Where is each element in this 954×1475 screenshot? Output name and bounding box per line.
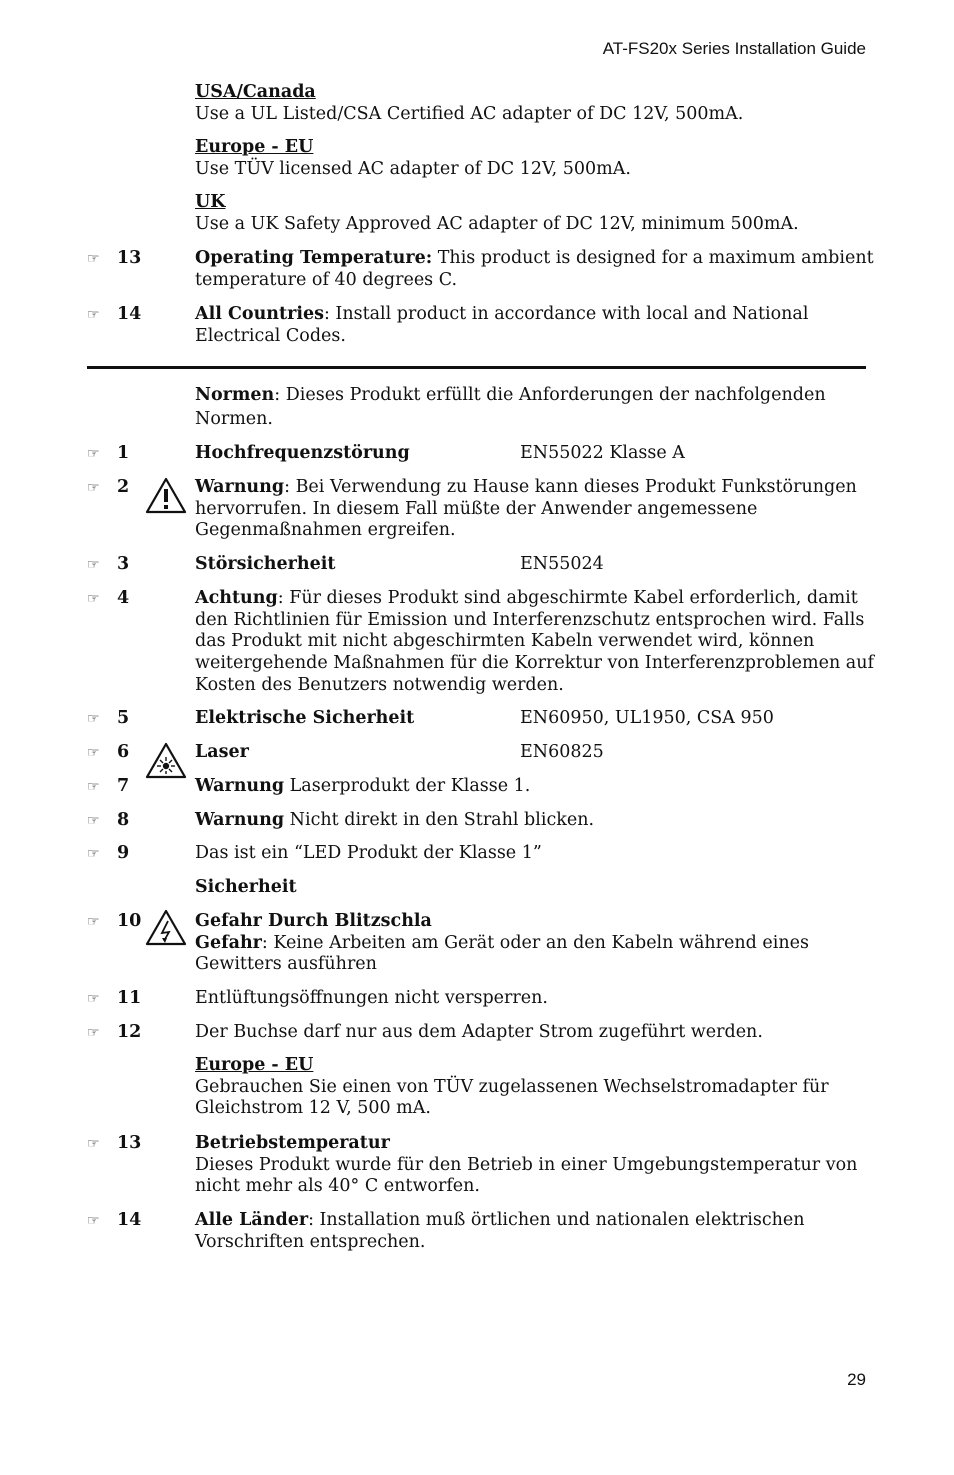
pointing-hand-icon: ☞ bbox=[87, 307, 100, 323]
europe-eu-de-section bbox=[195, 1055, 875, 1120]
europe-eu-section bbox=[195, 137, 875, 180]
item-marker-5: ☞ 5 bbox=[87, 708, 129, 731]
item-marker-13-en: ☞ 13 bbox=[87, 248, 141, 271]
europe-eu-text: Use TÜV licensed AC adapter of DC 12V, 500mA. bbox=[195, 158, 631, 179]
uk-section bbox=[195, 192, 875, 235]
usa-canada-section bbox=[195, 82, 875, 125]
running-header: AT-FS20x Series Installation Guide bbox=[602, 39, 866, 58]
adapter-power-item: Der Buchse darf nur aus dem Adapter Strom zugeführt werden. bbox=[195, 1022, 763, 1042]
usa-canada-text: Use a UL Listed/CSA Certified AC adapter of DC 12V, 500mA. bbox=[195, 103, 744, 124]
sicherheit-heading: Sicherheit bbox=[195, 877, 297, 897]
item-marker-13-de: ☞ 13 bbox=[87, 1133, 141, 1156]
pointing-hand-icon: ☞ bbox=[87, 745, 100, 761]
gefahr-blitzschlag-item: Gefahr Durch Blitzschla Gefahr: Keine Arbeiten am Gerät oder an den Kabeln während eines Gewitters ausführen bbox=[195, 911, 809, 975]
europe-eu-de-heading: Europe - EU bbox=[195, 1055, 314, 1075]
warning-triangle-icon bbox=[144, 476, 188, 516]
item-marker-9: ☞ 9 bbox=[87, 843, 129, 866]
pointing-hand-icon: ☞ bbox=[87, 557, 100, 573]
stoersicherheit-item: Störsicherheit EN55024 bbox=[195, 554, 604, 574]
item-marker-2: ☞ 2 bbox=[87, 477, 129, 500]
pointing-hand-icon: ☞ bbox=[87, 991, 100, 1007]
pointing-hand-icon: ☞ bbox=[87, 1025, 100, 1041]
all-countries-item: All Countries: Install product in accordance with local and National Electrical Codes. bbox=[195, 304, 809, 346]
warnung-item: Warnung: Bei Verwendung zu Hause kann dieses Produkt Funkstörungen hervorrufen. In diesem Fall müßte der Anwender angemessene Gegenmaßnahmen ergreifen. bbox=[195, 477, 857, 541]
electrical-hazard-icon bbox=[144, 908, 188, 948]
item-marker-8: ☞ 8 bbox=[87, 810, 129, 833]
pointing-hand-icon: ☞ bbox=[87, 779, 100, 795]
usa-canada-heading: USA/Canada bbox=[195, 82, 316, 102]
pointing-hand-icon: ☞ bbox=[87, 711, 100, 727]
uk-heading: UK bbox=[195, 192, 226, 212]
item-marker-14-de: ☞ 14 bbox=[87, 1210, 141, 1233]
laser-item: Laser EN60825 bbox=[195, 742, 604, 762]
item-marker-10: ☞ 10 bbox=[87, 911, 141, 934]
section-divider bbox=[87, 366, 866, 369]
laser-class-warning: Warnung Laserprodukt der Klasse 1. bbox=[195, 776, 531, 796]
item-marker-6: ☞ 6 bbox=[87, 742, 129, 765]
alle-laender-item: Alle Länder: Installation muß örtlichen und nationalen elektrischen Vorschriften entsprechen. bbox=[195, 1210, 805, 1252]
pointing-hand-icon: ☞ bbox=[87, 480, 100, 496]
pointing-hand-icon: ☞ bbox=[87, 846, 100, 862]
operating-temperature-item: Operating Temperature: This product is designed for a maximum ambient temperature of 40 degrees C. bbox=[195, 248, 874, 290]
item-marker-11: ☞ 11 bbox=[87, 988, 141, 1011]
pointing-hand-icon: ☞ bbox=[87, 251, 100, 267]
pointing-hand-icon: ☞ bbox=[87, 591, 100, 607]
achtung-item: Achtung: Für dieses Produkt sind abgeschirmte Kabel erforderlich, damit den Richtlinien für Emission und Interferenzschutz entsprochen wird. Falls das Produkt mit nicht abgeschirmten Kabeln verwendet wird, können weitergehende Maßnahmen für die Korrektur von Interferenzproblemen auf Kosten des Benutzers notwendig werden. bbox=[195, 588, 874, 695]
normen-intro: Normen: Dieses Produkt erfüllt die Anforderungen der nachfolgenden Normen. bbox=[195, 385, 826, 429]
led-product-item: Das ist ein “LED Produkt der Klasse 1” bbox=[195, 843, 542, 863]
item-marker-7: ☞ 7 bbox=[87, 776, 129, 799]
pointing-hand-icon: ☞ bbox=[87, 1213, 100, 1229]
page-number: 29 bbox=[847, 1370, 866, 1389]
laser-warning-icon bbox=[144, 741, 188, 781]
item-marker-3: ☞ 3 bbox=[87, 554, 129, 577]
pointing-hand-icon: ☞ bbox=[87, 914, 100, 930]
pointing-hand-icon: ☞ bbox=[87, 446, 100, 462]
item-marker-12: ☞ 12 bbox=[87, 1022, 141, 1045]
hochfrequenz-item: Hochfrequenzstörung EN55022 Klasse A bbox=[195, 443, 685, 463]
europe-eu-de-text: Gebrauchen Sie einen von TÜV zugelassenen Wechselstromadapter für Gleichstrom 12 V, 500 mA. bbox=[195, 1076, 829, 1119]
betriebstemperatur-item: Betriebstemperatur Dieses Produkt wurde für den Betrieb in einer Umgebungstemperatur von nicht mehr als 40° C entworfen. bbox=[195, 1133, 858, 1197]
beam-warning: Warnung Nicht direkt in den Strahl blicken. bbox=[195, 810, 595, 830]
elektrische-sicherheit-item: Elektrische Sicherheit EN60950, UL1950, CSA 950 bbox=[195, 708, 774, 728]
ventilation-item: Entlüftungsöffnungen nicht versperren. bbox=[195, 988, 548, 1008]
europe-eu-heading: Europe - EU bbox=[195, 137, 314, 157]
pointing-hand-icon: ☞ bbox=[87, 813, 100, 829]
item-marker-14-en: ☞ 14 bbox=[87, 304, 141, 327]
item-marker-1: ☞ 1 bbox=[87, 443, 129, 466]
pointing-hand-icon: ☞ bbox=[87, 1136, 100, 1152]
uk-text: Use a UK Safety Approved AC adapter of DC 12V, minimum 500mA. bbox=[195, 213, 799, 234]
item-marker-4: ☞ 4 bbox=[87, 588, 129, 611]
